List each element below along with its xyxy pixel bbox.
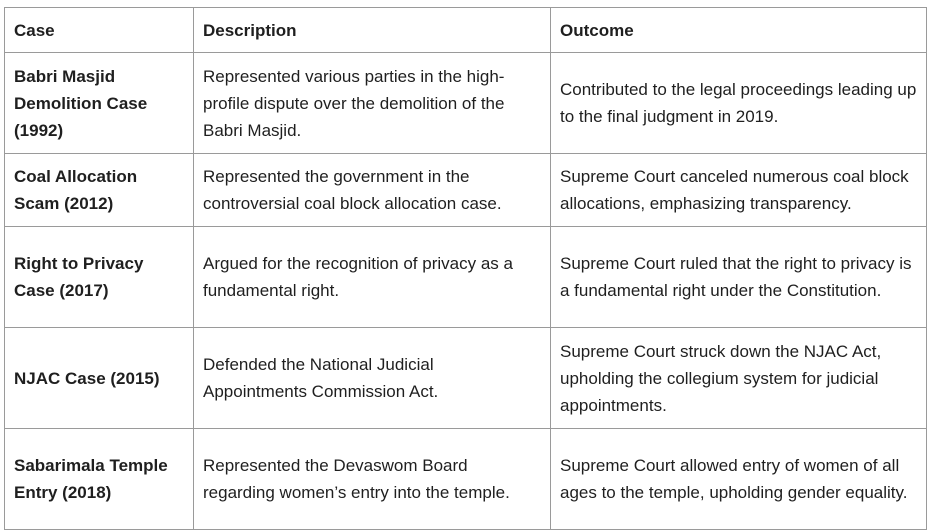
case-cell: Right to Privacy Case (2017) <box>5 227 194 328</box>
description-cell: Argued for the recognition of privacy as a fundamental right. <box>194 227 551 328</box>
outcome-cell: Supreme Court canceled numerous coal block allocations, emphasizing transparency. <box>551 154 927 227</box>
table-row <box>5 154 927 227</box>
cases-table <box>4 7 927 530</box>
header-description: Description <box>194 8 551 53</box>
description-cell: Represented the government in the controversial coal block allocation case. <box>194 154 551 227</box>
case-cell: NJAC Case (2015) <box>5 328 194 429</box>
description-cell: Represented the Devaswom Board regarding women’s entry into the temple. <box>194 429 551 530</box>
table-row <box>5 429 927 530</box>
description-cell: Defended the National Judicial Appointments Commission Act. <box>194 328 551 429</box>
cases-table-container <box>4 7 927 530</box>
table-row <box>5 328 927 429</box>
case-cell: Sabarimala Temple Entry (2018) <box>5 429 194 530</box>
outcome-cell: Supreme Court struck down the NJAC Act, upholding the collegium system for judicial appointments. <box>551 328 927 429</box>
table-header <box>5 8 927 53</box>
outcome-cell: Contributed to the legal proceedings leading up to the final judgment in 2019. <box>551 53 927 154</box>
outcome-cell: Supreme Court allowed entry of women of all ages to the temple, upholding gender equality. <box>551 429 927 530</box>
header-row <box>5 8 927 53</box>
case-cell: Coal Allocation Scam (2012) <box>5 154 194 227</box>
table-row <box>5 53 927 154</box>
table-body <box>5 53 927 530</box>
description-cell: Represented various parties in the high-profile dispute over the demolition of the Babri Masjid. <box>194 53 551 154</box>
table-row <box>5 227 927 328</box>
header-outcome: Outcome <box>551 8 927 53</box>
header-case: Case <box>5 8 194 53</box>
outcome-cell: Supreme Court ruled that the right to privacy is a fundamental right under the Constitution. <box>551 227 927 328</box>
case-cell: Babri Masjid Demolition Case (1992) <box>5 53 194 154</box>
